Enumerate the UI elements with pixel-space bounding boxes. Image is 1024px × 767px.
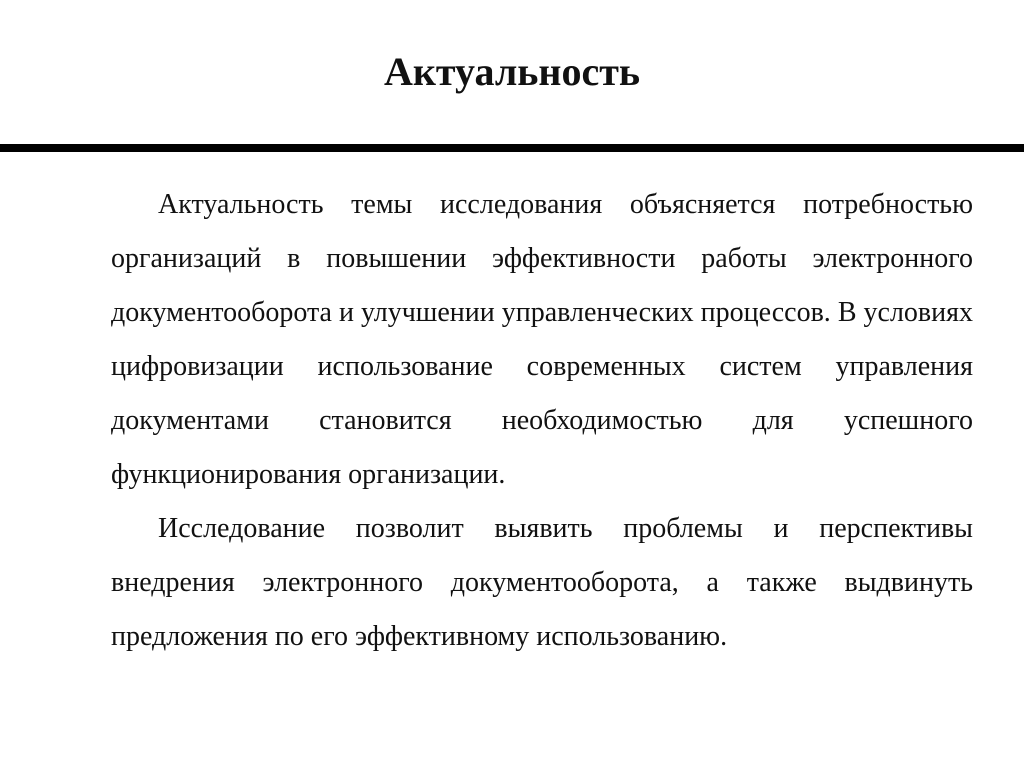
title-divider xyxy=(0,144,1024,152)
paragraph-research-goal: Исследование позволит выявить проблемы и перспективы внедрения электронного документооборота, а также выдвинуть предложения по его эффективному использованию. xyxy=(111,513,973,652)
slide-title: Актуальность xyxy=(383,49,641,94)
paragraph-relevance: Актуальность темы исследования объясняется потребностью организаций в повышении эффективности работы электронного документооборота и улучшении управленческих процессов. В условиях цифровизации использование современных систем управления документами становится необходимостью для успешного функционирования организации. xyxy=(111,189,973,490)
slide-body xyxy=(111,178,973,664)
